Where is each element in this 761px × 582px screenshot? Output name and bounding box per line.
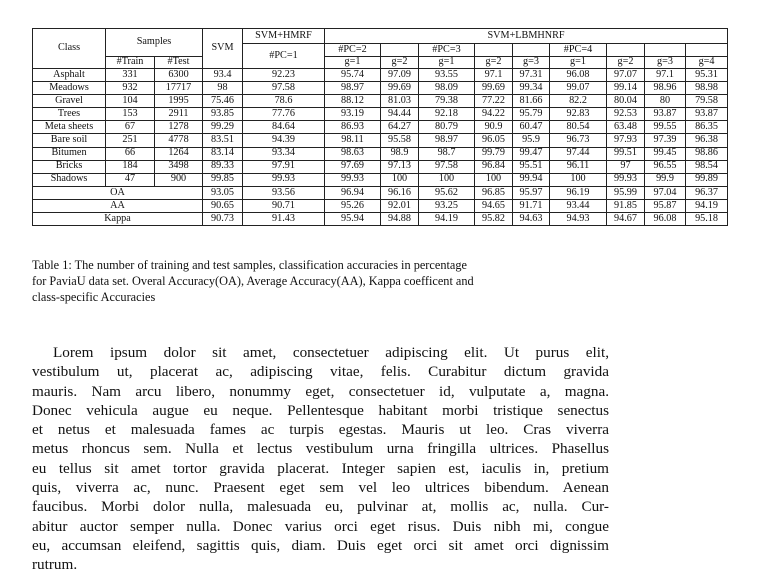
metric-name-cell: Kappa [33,213,203,226]
table-cell: 99.93 [607,173,645,186]
header-pc2: #PC=2 [325,44,381,57]
header-blank [513,44,550,57]
class-name-cell: Asphalt [33,69,106,82]
table-row [33,147,728,160]
summary-row [33,213,728,226]
table-cell: 97.1 [645,69,686,82]
caption-line: for PaviaU data set. Overal Accuracy(OA), Average Accuracy(AA), Kappa coefficent and [32,274,474,288]
table-cell: 96.05 [475,134,513,147]
table-cell: 3498 [155,160,203,173]
table-cell: 93.87 [686,108,728,121]
header-hmrf-pc1: #PC=1 [243,44,325,69]
table-cell: 66 [106,147,155,160]
table-cell: 99.85 [203,173,243,186]
table-cell: 80.04 [607,95,645,108]
table-cell: 99.29 [203,121,243,134]
table-cell: 100 [550,173,607,186]
table-row [33,160,728,173]
table-cell: 97.58 [243,82,325,95]
table-cell: 6300 [155,69,203,82]
table-cell: 95.62 [419,186,475,199]
table-row [33,121,728,134]
table-cell: 98.54 [686,160,728,173]
table-cell: 95.99 [607,186,645,199]
table-cell: 98.11 [325,134,381,147]
table-cell: 17717 [155,82,203,95]
table-cell: 96.85 [475,186,513,199]
table-cell: 99.69 [381,82,419,95]
table-cell: 86.35 [686,121,728,134]
class-name-cell: Shadows [33,173,106,186]
paragraph-line: eu tellus sit amet tortor gravida placerat. Integer sapien est, iaculis in, pretium [32,459,609,477]
table-cell: 96.55 [645,160,686,173]
table-cell: 99.93 [325,173,381,186]
table-cell: 96.37 [686,186,728,199]
table-cell: 81.66 [513,95,550,108]
table-cell: 93.19 [325,108,381,121]
class-name-cell: Bitumen [33,147,106,160]
table-cell: 97.69 [325,160,381,173]
header-pc4-g2: g=2 [607,57,645,69]
table-cell: 79.58 [686,95,728,108]
table-cell: 91.85 [607,199,645,212]
table-cell: 184 [106,160,155,173]
table-cell: 94.22 [475,108,513,121]
header-pc2-g2: g=2 [381,57,419,69]
table-cell: 97.09 [381,69,419,82]
paragraph-line: metus rhoncus sem. Nulla et lectus vestibulum urna fringilla ultrices. Phasellus [32,440,609,458]
table-cell: 47 [106,173,155,186]
table-cell: 93.4 [203,69,243,82]
table-cell: 331 [106,69,155,82]
table-cell: 99.34 [513,82,550,95]
table-cell: 80 [645,95,686,108]
table-cell: 95.9 [513,134,550,147]
header-blank [686,44,728,57]
table-cell: 94.93 [550,213,607,226]
summary-row [33,199,728,212]
table-cell: 98.97 [419,134,475,147]
table-row [33,95,728,108]
class-name-cell: Meta sheets [33,121,106,134]
paragraph-line: et netus et malesuada fames ac turpis egestas. Mauris ut leo. Cras viverra [32,421,609,439]
table-cell: 97 [607,160,645,173]
table-cell: 97.58 [419,160,475,173]
header-pc4-g3: g=3 [645,57,686,69]
table-cell: 90.71 [243,199,325,212]
table-cell: 98.96 [645,82,686,95]
header-blank [607,44,645,57]
metric-name-cell: OA [33,186,203,199]
table-cell: 81.03 [381,95,419,108]
table-cell: 93.34 [243,147,325,160]
table-cell: 94.63 [513,213,550,226]
table-cell: 1264 [155,147,203,160]
table-cell: 97.07 [607,69,645,82]
table-cell: 96.84 [475,160,513,173]
table-cell: 97.04 [645,186,686,199]
class-name-cell: Bare soil [33,134,106,147]
table-cell: 93.85 [203,108,243,121]
header-class: Class [33,29,106,69]
header-pc4: #PC=4 [550,44,607,57]
paragraph-line: abitur auctor semper nulla. Donec varius orci eget risus. Duis nibh mi, congue [32,517,609,535]
table-cell: 100 [419,173,475,186]
table-cell: 97.44 [550,147,607,160]
paragraph-line: vestibulum ut, placerat ac, adipiscing vitae, felis. Curabitur dictum gravida [32,363,609,381]
caption-line: Table 1: The number of training and test samples, classification accuracies in percentage [32,258,467,272]
table-cell: 100 [381,173,419,186]
summary-row [33,186,728,199]
table-row [33,69,728,82]
table-cell: 96.08 [645,213,686,226]
header-pc4-g1: g=1 [550,57,607,69]
header-pc3: #PC=3 [419,44,475,57]
table-cell: 93.55 [419,69,475,82]
table-cell: 93.25 [419,199,475,212]
table-cell: 95.58 [381,134,419,147]
table-cell: 99.07 [550,82,607,95]
table-cell: 78.6 [243,95,325,108]
body-paragraph [32,343,609,575]
table-cell: 95.51 [513,160,550,173]
table-cell: 92.01 [381,199,419,212]
paragraph-line: faucibus. Morbi dolor nulla, malesuada eu, pulvinar at, mollis ac, nulla. Cur- [32,498,609,516]
table-cell: 4778 [155,134,203,147]
summary-rows [33,186,728,225]
table-cell: 64.27 [381,121,419,134]
table-cell: 96.08 [550,69,607,82]
table-cell: 99.93 [243,173,325,186]
table-cell: 89.33 [203,160,243,173]
table-cell: 94.88 [381,213,419,226]
header-blank [475,44,513,57]
table-row [33,173,728,186]
metric-name-cell: AA [33,199,203,212]
table-cell: 98.98 [686,82,728,95]
table-cell: 95.87 [645,199,686,212]
table-row [33,82,728,95]
table-cell: 79.38 [419,95,475,108]
table-cell: 99.47 [513,147,550,160]
table-cell: 99.51 [607,147,645,160]
class-name-cell: Bricks [33,160,106,173]
paragraph-line: Donec vehicula augue eu neque. Pellentesque habitant morbi tristique senectus [32,401,609,419]
header-svm-hmrf: SVM+HMRF [243,29,325,44]
table-cell: 95.74 [325,69,381,82]
table-cell: 90.65 [203,199,243,212]
table-cell: 94.39 [243,134,325,147]
table-cell: 63.48 [607,121,645,134]
class-name-cell: Trees [33,108,106,121]
table-cell: 99.9 [645,173,686,186]
table-cell: 94.19 [686,199,728,212]
table-cell: 91.43 [243,213,325,226]
table-cell: 97.1 [475,69,513,82]
table-cell: 95.82 [475,213,513,226]
header-pc3-g2: g=2 [475,57,513,69]
table-cell: 94.44 [381,108,419,121]
class-name-cell: Meadows [33,82,106,95]
table-caption [32,257,612,305]
table-cell: 99.89 [686,173,728,186]
table-cell: 104 [106,95,155,108]
results-table-wrapper [32,28,727,226]
table-cell: 86.93 [325,121,381,134]
table-cell: 92.53 [607,108,645,121]
table-cell: 96.94 [325,186,381,199]
table-cell: 98.63 [325,147,381,160]
table-cell: 93.56 [243,186,325,199]
paragraph-line: quis, viverra ac, nunc. Praesent eget sem vel leo ultrices bibendum. Aenean [32,479,609,497]
table-cell: 77.76 [243,108,325,121]
table-cell: 251 [106,134,155,147]
table-row [33,108,728,121]
header-svm-lbmhnrf: SVM+LBMHNRF [325,29,728,44]
table-cell: 98.97 [325,82,381,95]
table-cell: 83.14 [203,147,243,160]
table-cell: 77.22 [475,95,513,108]
table-cell: 1278 [155,121,203,134]
paragraph-line: Lorem ipsum dolor sit amet, consectetuer adipiscing elit. Ut purus elit, [53,344,609,361]
table-cell: 98.9 [381,147,419,160]
table-cell: 92.18 [419,108,475,121]
paragraph-line: eu, accumsan eleifend, sagittis quis, diam. Duis eget orci sit amet orci dignissim [32,536,609,554]
header-svm: SVM [203,29,243,69]
table-cell: 91.71 [513,199,550,212]
header-pc3-g3: g=3 [513,57,550,69]
table-cell: 80.54 [550,121,607,134]
table-cell: 98 [203,82,243,95]
table-cell: 97.39 [645,134,686,147]
header-samples: Samples [106,29,203,57]
table-cell: 99.69 [475,82,513,95]
table-cell: 95.26 [325,199,381,212]
table-cell: 88.12 [325,95,381,108]
table-cell: 96.73 [550,134,607,147]
table-cell: 90.9 [475,121,513,134]
header-pc2-g1: g=1 [325,57,381,69]
table-cell: 80.79 [419,121,475,134]
table-cell: 97.93 [607,134,645,147]
table-cell: 84.64 [243,121,325,134]
table-cell: 82.2 [550,95,607,108]
header-train: #Train [106,57,155,69]
header-test: #Test [155,57,203,69]
class-rows [33,69,728,187]
table-cell: 96.19 [550,186,607,199]
table-cell: 99.14 [607,82,645,95]
table-cell: 99.55 [645,121,686,134]
table-cell: 99.94 [513,173,550,186]
header-blank [645,44,686,57]
table-header [33,29,728,69]
table-row [33,134,728,147]
table-cell: 932 [106,82,155,95]
table-cell: 93.44 [550,199,607,212]
table-cell: 90.73 [203,213,243,226]
table-cell: 97.91 [243,160,325,173]
table-cell: 67 [106,121,155,134]
table-cell: 98.7 [419,147,475,160]
table-cell: 1995 [155,95,203,108]
table-cell: 98.86 [686,147,728,160]
table-cell: 96.16 [381,186,419,199]
table-cell: 94.19 [419,213,475,226]
table-cell: 99.45 [645,147,686,160]
header-pc4-g4: g=4 [686,57,728,69]
table-cell: 96.38 [686,134,728,147]
table-cell: 2911 [155,108,203,121]
table-cell: 97.31 [513,69,550,82]
class-name-cell: Gravel [33,95,106,108]
table-cell: 95.79 [513,108,550,121]
table-cell: 95.31 [686,69,728,82]
table-cell: 98.09 [419,82,475,95]
table-cell: 95.97 [513,186,550,199]
paragraph-line: rutrum. [32,556,78,574]
table-cell: 95.18 [686,213,728,226]
paragraph-line: mauris. Nam arcu libero, nonummy eget, consectetuer id, vulputate a, magna. [32,382,609,400]
table-cell: 94.65 [475,199,513,212]
table-cell: 93.05 [203,186,243,199]
table-cell: 97.13 [381,160,419,173]
table-cell: 60.47 [513,121,550,134]
caption-line: class-specific Accuracies [32,290,156,304]
table-cell: 83.51 [203,134,243,147]
table-cell: 900 [155,173,203,186]
table-cell: 92.83 [550,108,607,121]
results-table [32,28,728,226]
table-cell: 100 [475,173,513,186]
table-cell: 153 [106,108,155,121]
table-cell: 93.87 [645,108,686,121]
table-cell: 99.79 [475,147,513,160]
table-cell: 94.67 [607,213,645,226]
table-cell: 92.23 [243,69,325,82]
header-pc3-g1: g=1 [419,57,475,69]
table-cell: 95.94 [325,213,381,226]
header-blank [381,44,419,57]
table-cell: 75.46 [203,95,243,108]
table-cell: 96.11 [550,160,607,173]
